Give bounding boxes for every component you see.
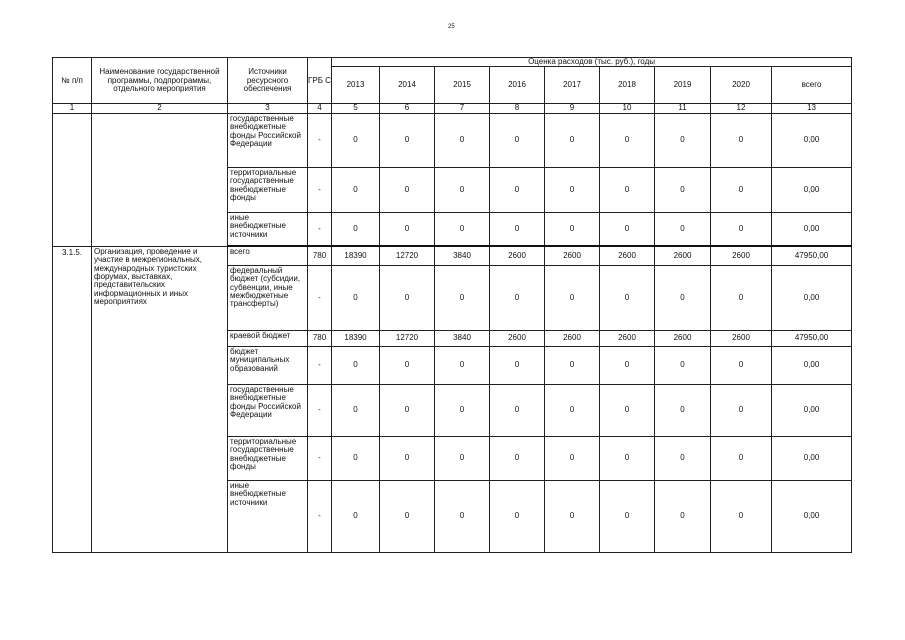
value-cell: 2600 [600,246,655,265]
value-cell: 0 [600,113,655,167]
value-cell: 0 [380,384,435,436]
grbs-cell: - [308,384,332,436]
total-cell: 0,00 [772,212,852,246]
value-cell: 2600 [711,246,772,265]
value-cell: 0 [332,113,380,167]
value-cell: 0 [490,346,545,384]
value-cell: 0 [655,384,711,436]
budget-table [52,57,852,553]
value-cell: 0 [600,167,655,212]
grbs-cell: 780 [308,330,332,346]
total-cell: 0,00 [772,265,852,330]
value-cell: 0 [655,212,711,246]
value-cell: 2600 [711,330,772,346]
value-cell: 0 [655,113,711,167]
value-cell: 0 [545,167,600,212]
value-cell: 0 [545,436,600,480]
value-cell: 3840 [435,246,490,265]
value-cell: 0 [655,480,711,552]
column-index: 9 [545,104,600,113]
value-cell: 0 [545,480,600,552]
continuation-rows [53,113,852,246]
value-cell: 0 [600,436,655,480]
column-index: 13 [772,104,852,113]
source-cell: иные внебюджетные источники [228,480,308,552]
value-cell: 18390 [332,330,380,346]
empty-name-cell [92,113,228,246]
value-cell: 0 [490,167,545,212]
value-cell: 2600 [655,246,711,265]
value-cell: 3840 [435,330,490,346]
value-cell: 0 [435,480,490,552]
value-cell: 0 [332,480,380,552]
value-cell: 0 [490,212,545,246]
value-cell: 0 [435,212,490,246]
total-cell: 0,00 [772,346,852,384]
header-year: 2018 [600,67,655,104]
value-cell: 0 [380,212,435,246]
value-cell: 0 [655,167,711,212]
value-cell: 0 [332,212,380,246]
grbs-cell: 780 [308,246,332,265]
header-year: 2015 [435,67,490,104]
value-cell: 0 [545,346,600,384]
value-cell: 0 [655,436,711,480]
column-index: 5 [332,104,380,113]
total-cell: 0,00 [772,384,852,436]
value-cell: 0 [380,436,435,480]
value-cell: 0 [435,346,490,384]
grbs-cell: - [308,265,332,330]
empty-num-cell [53,113,92,246]
source-cell: иные внебюджетные источники [228,212,308,246]
value-cell: 0 [711,265,772,330]
column-index: 10 [600,104,655,113]
total-cell: 47950,00 [772,246,852,265]
header-year: 2019 [655,67,711,104]
value-cell: 0 [711,436,772,480]
value-cell: 0 [711,384,772,436]
table-header [53,58,852,104]
value-cell: 0 [545,265,600,330]
header-year: 2016 [490,67,545,104]
value-cell: 0 [490,384,545,436]
header-name: Наименование государственной программы, подпрограммы, отдельного мероприятия [92,58,228,104]
value-cell: 0 [332,346,380,384]
page-number: 25 [448,24,455,30]
value-cell: 0 [655,265,711,330]
value-cell: 0 [380,113,435,167]
table-row [53,113,852,167]
value-cell: 2600 [600,330,655,346]
column-index: 12 [711,104,772,113]
column-index: 11 [655,104,711,113]
value-cell: 2600 [545,330,600,346]
source-cell: государственные внебюджетные фонды Российской Федерации [228,113,308,167]
item-code: 3.1.5. [53,246,92,552]
value-cell: 0 [380,346,435,384]
total-cell: 0,00 [772,113,852,167]
source-cell: федеральный бюджет (субсидии, субвенции, иные межбюджетные трансферты) [228,265,308,330]
header-estimate: Оценка расходов (тыс. руб.), годы [332,58,852,67]
value-cell: 0 [332,167,380,212]
column-index: 8 [490,104,545,113]
column-index: 4 [308,104,332,113]
total-cell: 0,00 [772,480,852,552]
source-cell: государственные внебюджетные фонды Российской Федерации [228,384,308,436]
header-year: 2014 [380,67,435,104]
value-cell: 0 [711,212,772,246]
value-cell: 0 [332,265,380,330]
value-cell: 0 [545,384,600,436]
value-cell: 0 [435,436,490,480]
total-cell: 0,00 [772,167,852,212]
value-cell: 0 [711,113,772,167]
header-sources: Источники ресурсного обеспечения [228,58,308,104]
column-index-row [53,104,852,113]
value-cell: 0 [435,167,490,212]
header-year: 2017 [545,67,600,104]
value-cell: 0 [435,384,490,436]
column-index: 2 [92,104,228,113]
value-cell: 0 [490,436,545,480]
grbs-cell: - [308,113,332,167]
value-cell: 0 [490,113,545,167]
source-cell: всего [228,246,308,265]
grbs-cell: - [308,212,332,246]
header-total: всего [772,67,852,104]
total-cell: 0,00 [772,436,852,480]
grbs-cell: - [308,436,332,480]
column-index: 3 [228,104,308,113]
value-cell: 0 [655,346,711,384]
value-cell: 0 [545,113,600,167]
value-cell: 0 [600,212,655,246]
value-cell: 0 [435,113,490,167]
value-cell: 12720 [380,330,435,346]
value-cell: 0 [600,265,655,330]
value-cell: 0 [600,480,655,552]
item-name: Организация, проведение и участие в межрегиональных, международных туристских форумах, выставках, представительских информационных и иных мероприятиях [92,246,228,552]
value-cell: 2600 [655,330,711,346]
grbs-cell: - [308,480,332,552]
value-cell: 0 [490,265,545,330]
header-year: 2013 [332,67,380,104]
source-cell: территориальные государственные внебюджетные фонды [228,436,308,480]
value-cell: 0 [711,346,772,384]
value-cell: 0 [380,167,435,212]
header-year: 2020 [711,67,772,104]
source-cell: бюджет муниципальных образований [228,346,308,384]
value-cell: 0 [380,480,435,552]
value-cell: 0 [490,480,545,552]
source-cell: краевой бюджет [228,330,308,346]
value-cell: 0 [435,265,490,330]
total-cell: 47950,00 [772,330,852,346]
value-cell: 0 [600,346,655,384]
header-num: № п/п [53,58,92,104]
value-cell: 0 [600,384,655,436]
grbs-cell: - [308,167,332,212]
source-cell: территориальные государственные внебюджетные фонды [228,167,308,212]
value-cell: 2600 [490,330,545,346]
column-index: 7 [435,104,490,113]
value-cell: 2600 [545,246,600,265]
column-index: 1 [53,104,92,113]
value-cell: 0 [711,167,772,212]
value-cell: 0 [380,265,435,330]
value-cell: 12720 [380,246,435,265]
column-index: 6 [380,104,435,113]
value-cell: 0 [332,436,380,480]
value-cell: 0 [545,212,600,246]
item-3-1-5-rows [53,246,852,552]
value-cell: 18390 [332,246,380,265]
table-row [53,246,852,265]
value-cell: 0 [711,480,772,552]
value-cell: 0 [332,384,380,436]
header-grbs: ГРБ С [308,58,332,104]
value-cell: 2600 [490,246,545,265]
grbs-cell: - [308,346,332,384]
